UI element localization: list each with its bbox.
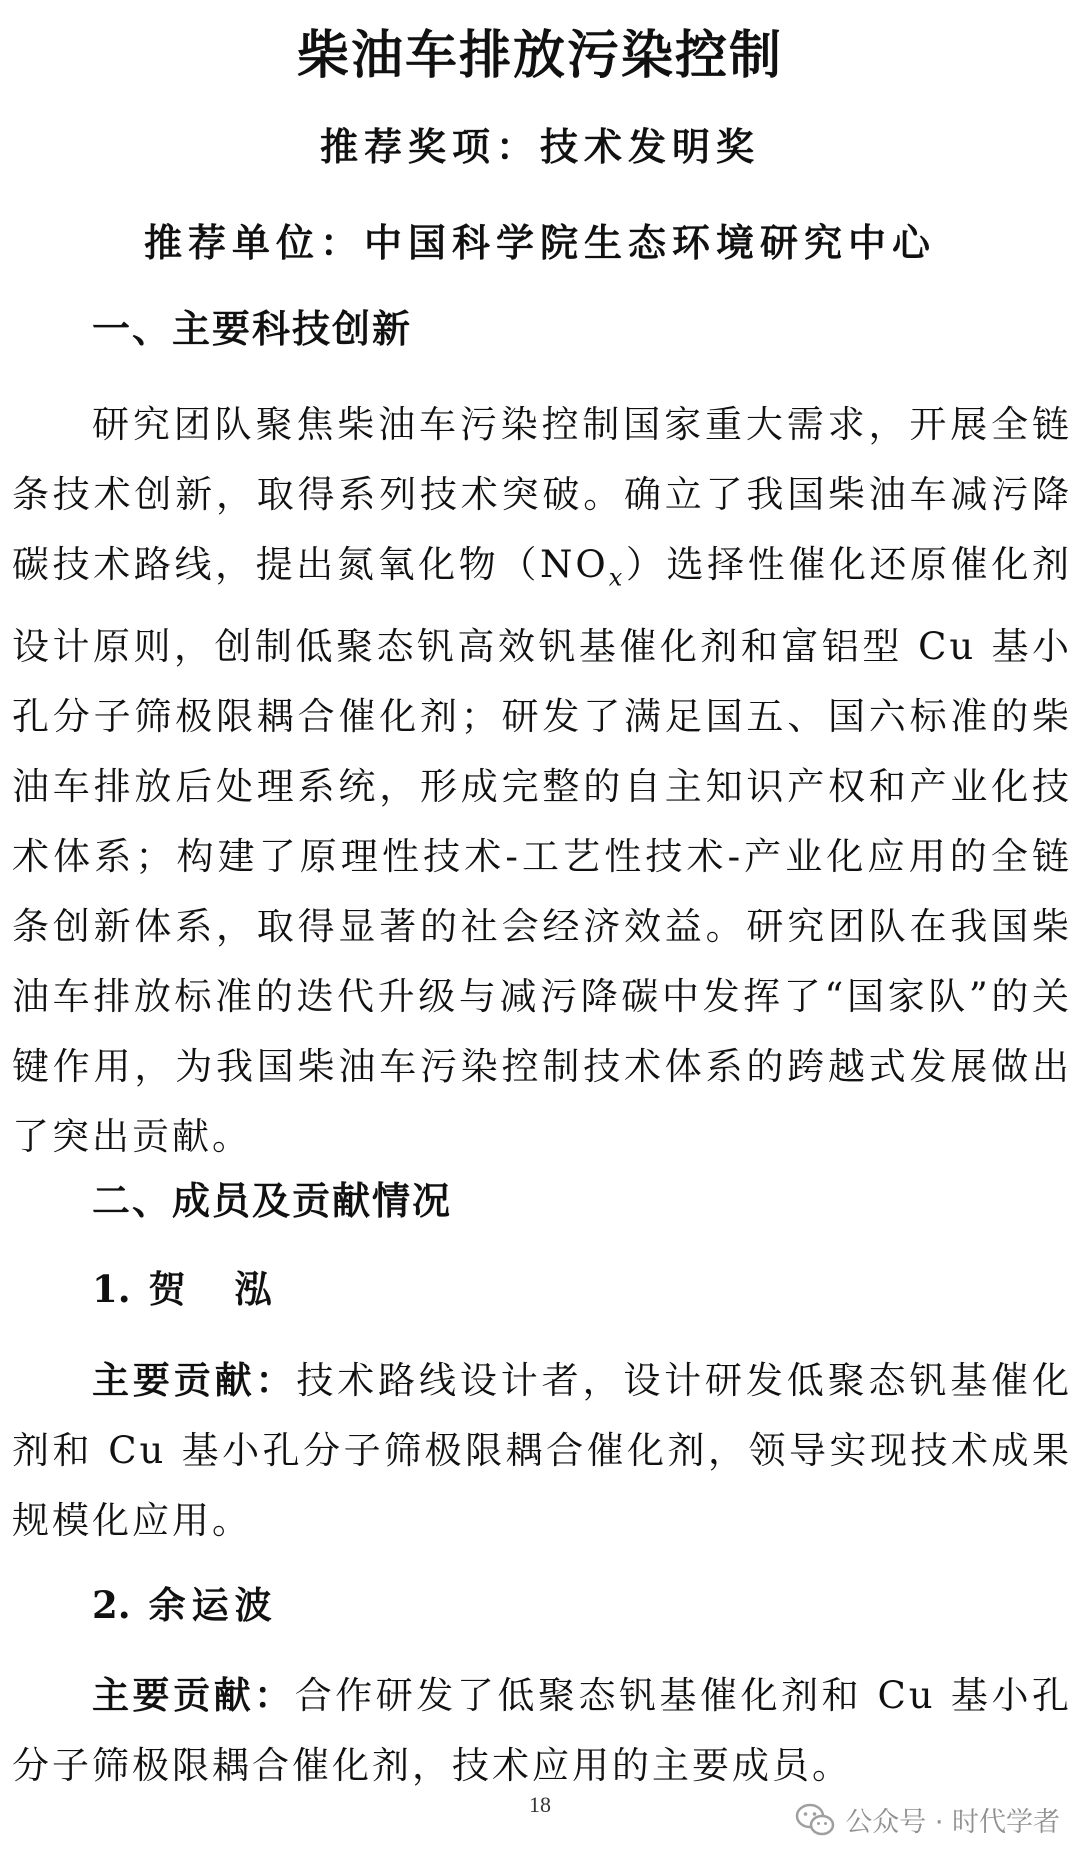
page-number: 18 [529, 1792, 551, 1817]
member-contribution [12, 1345, 1072, 1556]
member-heading [92, 1262, 278, 1316]
member-name: 贺 泓 [148, 1267, 278, 1311]
section-heading-members: 二、成员及贡献情况 [92, 1179, 453, 1223]
contribution-label: 主要贡献： [92, 1358, 297, 1402]
document-title: 柴油车排放污染控制 [296, 26, 783, 86]
award-category: 推荐奖项：技术发明奖 [319, 124, 760, 169]
watermark [795, 1800, 1060, 1839]
contribution-label: 主要贡献： [92, 1673, 295, 1717]
contribution-text: 技术路线设计者，设计研发低聚态钒基催化剂和 Cu 基小孔分子筛极限耦合催化剂，领导实现技术成果规模化应用。 [12, 1359, 1073, 1542]
wechat-icon [795, 1803, 835, 1837]
member-name: 余运波 [148, 1583, 278, 1627]
section-heading-innovation: 一、主要科技创新 [92, 307, 413, 351]
member-number: 1. [92, 1267, 131, 1311]
innovation-text-part1: 研究团队聚焦柴油车污染控制国家重大需求，开展全链条技术创新，取得系列技术突破。确立了我国柴油车减污降碳技术路线，提出氮氧化物（NO [12, 403, 1072, 586]
innovation-paragraph [12, 390, 1072, 1172]
member-heading [92, 1578, 278, 1632]
nominating-unit: 推荐单位：中国科学院生态环境研究中心 [143, 220, 936, 265]
watermark-text: 公众号 · 时代学者 [845, 1807, 1060, 1838]
nox-subscript: x [608, 563, 626, 592]
contribution-text: 合作研发了低聚态钒基催化剂和 Cu 基小孔分子筛极限耦合催化剂，技术应用的主要成员。 [12, 1674, 1072, 1787]
innovation-text-part2: ）选择性催化还原催化剂设计原则，创制低聚态钒高效钒基催化剂和富铝型 Cu 基小孔分子筛极限耦合催化剂；研发了满足国五、国六标准的柴油车排放后处理系统，形成完整的自主知识产权和产业化技术体系；构建了原理性技术-工艺性技术-产业化应用的全链条创新体系，取得显著的社会经济效益。研究团队在我国柴油车排放标准的迭代升级与减污降碳中发挥了“国家队”的关键作用，为我国柴油车污染控制技术体系的跨越式发展做出了突出贡献。 [12, 543, 1073, 1159]
member-contribution [12, 1660, 1072, 1801]
member-number: 2. [92, 1583, 131, 1627]
